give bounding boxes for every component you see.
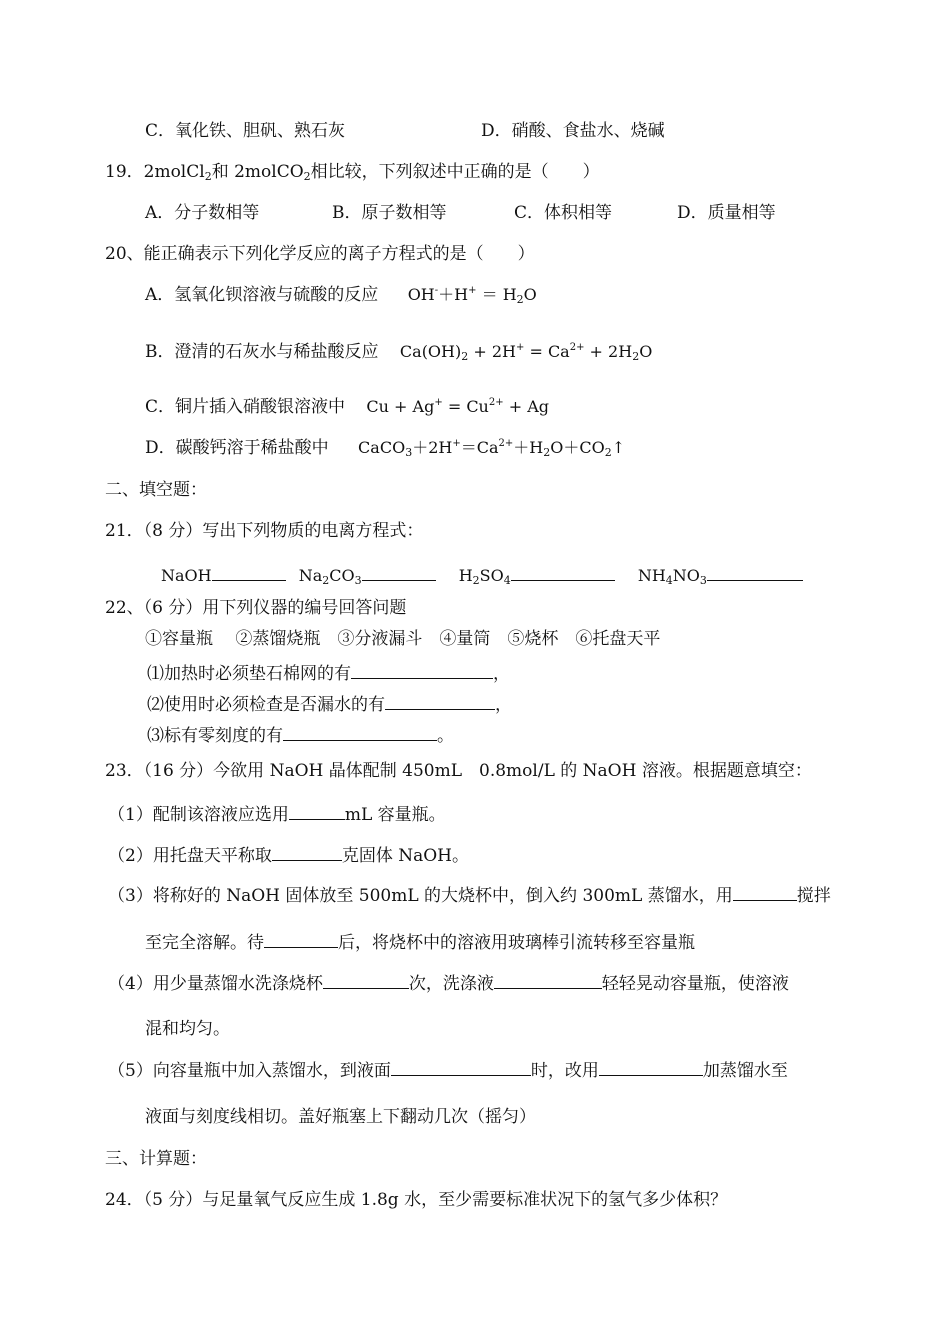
q22-sub1-text: ⑴加热时必须垫石棉网的有 xyxy=(147,664,351,684)
q23-blank-3b[interactable] xyxy=(264,930,338,948)
q20-d-equation: $CaCO_3+2H^+=Ca^{2+}+H_2O+CO_2↑$ xyxy=(358,438,626,459)
q19-option-c: C．体积相等 xyxy=(514,203,613,223)
q22-instruments: ①容量瓶 ②蒸馏烧瓶 ③分液漏斗 ④量筒 ⑤烧杯 ⑥托盘天平 xyxy=(145,629,661,649)
q20-a-label: A．氢氧化钡溶液与硫酸的反应 xyxy=(145,285,379,305)
q23-blank-5b[interactable] xyxy=(599,1058,703,1076)
q20-c-label: C．铜片插入硝酸银溶液中 xyxy=(145,397,346,417)
q21-items xyxy=(161,563,803,587)
q22-blank-3[interactable] xyxy=(283,723,437,741)
q20-c-equation: $Cu + Ag^+ = Cu^{2+} + Ag$ xyxy=(366,397,549,416)
q23-blank-2[interactable] xyxy=(272,843,342,861)
q22-blank-1[interactable] xyxy=(351,661,493,679)
q23-sub4: （4）用少量蒸馏水洗涤烧杯 次，洗涤液 轻轻晃动容量瓶，使溶液 xyxy=(108,971,789,995)
q21-stem: 21．（8 分）写出下列物质的电离方程式： xyxy=(105,521,424,541)
q19-option-b: B．原子数相等 xyxy=(332,203,447,223)
q23-sub4-cont: 混和均匀。 xyxy=(145,1019,230,1039)
q23-stem: 23．（16 分）今欲用 NaOH 晶体配制 450mL 0.8mol/L 的 NaOH 溶液。根据题意填空： xyxy=(105,761,812,781)
q22-stem: 22、（6 分）用下列仪器的编号回答问题 xyxy=(105,598,407,618)
q20-a-equation: $OH^-+H^+ = H_2O$ xyxy=(407,285,537,306)
q23-blank-5a[interactable] xyxy=(391,1058,531,1076)
q19-number: 19． xyxy=(105,162,144,182)
q20-b-equation: $Ca(OH)_2 + 2H^+ = Ca^{2+} + 2H_2O$ xyxy=(399,342,653,363)
q22-sub1: ⑴加热时必须垫石棉网的有 ， xyxy=(147,661,510,685)
q22-sub2-text: ⑵使用时必须检查是否漏水的有 xyxy=(147,695,385,715)
q24-stem: 24．（5 分）与足量氧气反应生成 1.8g 水，至少需要标准状况下的氢气多少体积？ xyxy=(105,1190,728,1210)
q21-blank-na2co3[interactable] xyxy=(362,563,436,581)
q19-option-d: D．质量相等 xyxy=(677,203,776,223)
q23-blank-3a[interactable] xyxy=(733,883,797,901)
q23-blank-4a[interactable] xyxy=(323,971,409,989)
q21-na2co3: $Na_2CO_3$ xyxy=(298,566,362,587)
q22-blank-2[interactable] xyxy=(385,692,495,710)
q20-option-d xyxy=(145,437,625,459)
q21-naoh: NaOH xyxy=(161,566,212,585)
q23-sub3-cont: 至完全溶解。待 后，将烧杯中的溶液用玻璃棒引流转移至容量瓶 xyxy=(145,930,695,954)
q19-cl2: 2molCl xyxy=(143,162,205,182)
q21-blank-nh4no3[interactable] xyxy=(707,563,803,581)
section-fill-in-title: 二、填空题： xyxy=(105,480,207,500)
q22-sub2: ⑵使用时必须检查是否漏水的有 ， xyxy=(147,692,512,716)
q23-sub3: （3）将称好的 NaOH 固体放至 500mL 的大烧杯中，倒入约 300mL 蒸馏水，用 搅拌 xyxy=(108,883,831,907)
q21-blank-naoh[interactable] xyxy=(212,563,286,581)
q23-blank-1[interactable] xyxy=(289,802,345,820)
q19-stem xyxy=(105,161,600,183)
q22-sub3-text: ⑶标有零刻度的有 xyxy=(147,726,283,746)
q22-sub3: ⑶标有零刻度的有 。 xyxy=(147,723,454,747)
q21-h2so4: $H_2SO_4$ xyxy=(458,566,511,587)
q23-sub2: （2）用托盘天平称取 克固体 NaOH。 xyxy=(108,843,469,867)
q19-cl2-sub: 2 xyxy=(204,170,212,183)
q19-co2-sub: 2 xyxy=(303,170,311,183)
q23-blank-4b[interactable] xyxy=(494,971,602,989)
section-calculation-title: 三、计算题： xyxy=(105,1149,207,1169)
q19-stem-text: 相比较，下列叙述中正确的是（ ） xyxy=(310,162,600,182)
q20-option-c xyxy=(145,396,549,418)
q20-b-label: B．澄清的石灰水与稀盐酸反应 xyxy=(145,342,379,362)
q20-option-b xyxy=(145,341,652,363)
q20-d-label: D．碳酸钙溶于稀盐酸中 xyxy=(145,438,329,458)
q19-co2: 和 2molCO xyxy=(211,162,304,182)
q23-sub1: （1）配制该溶液应选用 mL 容量瓶。 xyxy=(108,802,446,826)
q23-sub5: （5）向容量瓶中加入蒸馏水，到液面 时，改用 加蒸馏水至 xyxy=(108,1058,788,1082)
q18-option-c: C．氧化铁、胆矾、熟石灰 xyxy=(145,121,346,141)
q20-stem: 20、能正确表示下列化学反应的离子方程式的是（ ） xyxy=(105,244,535,264)
q21-nh4no3: $NH_4NO_3$ xyxy=(637,566,707,587)
q21-blank-h2so4[interactable] xyxy=(511,563,615,581)
q20-option-a xyxy=(145,284,537,306)
q19-option-a: A．分子数相等 xyxy=(145,203,260,223)
q23-sub5-cont: 液面与刻度线相切。盖好瓶塞上下翻动几次（摇匀） xyxy=(145,1107,536,1127)
q18-option-d: D．硝酸、食盐水、烧碱 xyxy=(481,121,665,141)
